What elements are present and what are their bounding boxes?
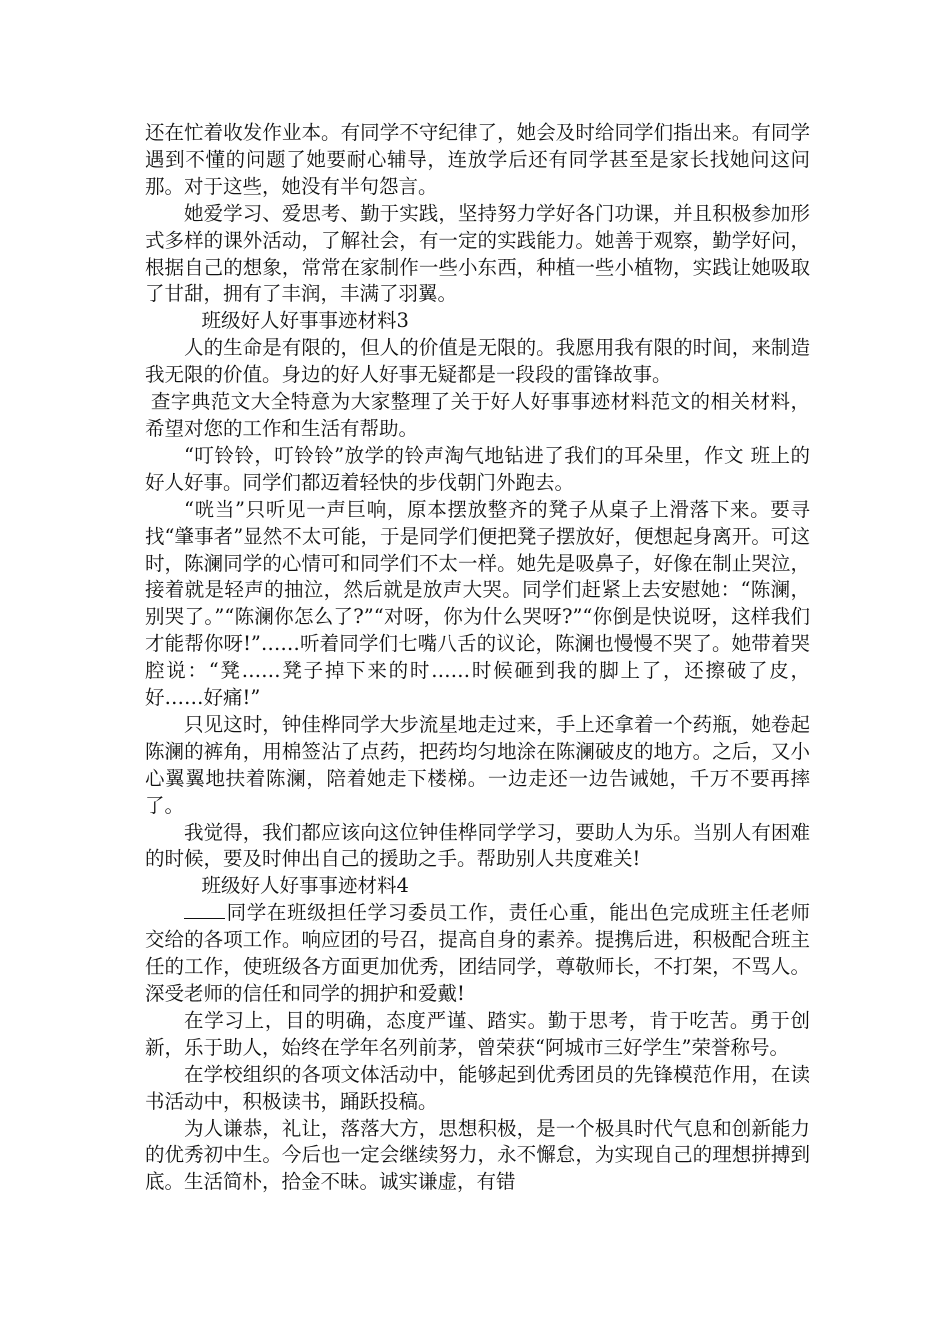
paragraph-with-blank — [145, 900, 810, 1008]
paragraph: 人的生命是有限的，但人的价值是无限的。我愿用我有限的时间，来制造我无限的价值。身边的好人好事无疑都是一段段的雷锋故事。 — [145, 336, 810, 387]
paragraph-text: 同学在班级担任学习委员工作，责任心重，能出色完成班主任老师交给的各项工作。响应团的号召，提高自身的素养。提携后进，积极配合班主任的工作，使班级各方面更加优秀，团结同学，尊敬师长，不打架，不骂人。深受老师的信任和同学的拥护和爱戴! — [145, 901, 810, 1005]
paragraph: 在学校组织的各项文体活动中，能够起到优秀团员的先锋模范作用，在读书活动中，积极读书，踊跃投稿。 — [145, 1062, 810, 1113]
paragraph: 为人谦恭，礼让，落落大方，思想积极，是一个极具时代气息和创新能力的优秀初中生。今后也一定会继续努力，永不懈怠，为实现自己的理想拼搏到底。生活简朴，拾金不昧。诚实谦虚，有错 — [145, 1116, 810, 1194]
document-page — [145, 120, 810, 1196]
paragraph: 我觉得，我们都应该向这位钟佳桦同学学习，要助人为乐。当别人有困难的时候，要及时伸出自己的援助之手。帮助别人共度难关! — [145, 820, 810, 871]
paragraph: “咣当”只听见一声巨响，原本摆放整齐的凳子从桌子上滑落下来。要寻找“肇事者”显然不太可能，于是同学们便把凳子摆放好，便想起身离开。可这时，陈澜同学的心情可和同学们不太一样。她先是吸鼻子，好像在制止哭泣，接着就是轻声的抽泣，然后就是放声大哭。同学们赶紧上去安慰她：“陈澜，别哭了。”“陈澜你怎么了?”“对呀，你为什么哭呀?”“你倒是快说呀，这样我们才能帮你呀!”……听着同学们七嘴八舌的议论，陈澜也慢慢不哭了。她带着哭腔说：“凳……凳子掉下来的时……时候砸到我的脚上了，还擦破了皮，好……好痛!” — [145, 497, 810, 710]
paragraph: “叮铃铃，叮铃铃”放学的铃声淘气地钻进了我们的耳朵里，作文 班上的好人好事。同学们都迈着轻快的步伐朝门外跑去。 — [145, 443, 810, 494]
name-blank — [184, 901, 225, 920]
paragraph: 她爱学习、爱思考、勤于实践，坚持努力学好各门功课，并且积极参加形式多样的课外活动，了解社会，有一定的实践能力。她善于观察，勤学好问，根据自己的想象，常常在家制作一些小东西，种植一些小植物，实践让她吸取了甘甜，拥有了丰润，丰满了羽翼。 — [145, 201, 810, 306]
paragraph: 还在忙着收发作业本。有同学不守纪律了，她会及时给同学们指出来。有同学遇到不懂的问题了她要耐心辅导，连放学后还有同学甚至是家长找她问这问那。对于这些，她没有半句怨言。 — [145, 121, 810, 198]
paragraph: 查字典范文大全特意为大家整理了关于好人好事事迹材料范文的相关材料，希望对您的工作和生活有帮助。 — [145, 390, 810, 440]
paragraph: 只见这时，钟佳桦同学大步流星地走过来，手上还拿着一个药瓶，她卷起陈澜的裤角，用棉签沾了点药，把药均匀地涂在陈澜破皮的地方。之后，又小心翼翼地扶着陈澜，陪着她走下楼梯。一边走还一边告诫她，千万不要再摔了。 — [145, 712, 810, 817]
paragraph: 在学习上，目的明确，态度严谨、踏实。勤于思考，肯于吃苦。勇于创新，乐于助人，始终在学年名列前茅，曾荣获“阿城市三好学生”荣誉称号。 — [145, 1008, 810, 1059]
section-heading: 班级好人好事事迹材料3 — [201, 309, 409, 333]
section-heading: 班级好人好事事迹材料4 — [201, 874, 409, 898]
